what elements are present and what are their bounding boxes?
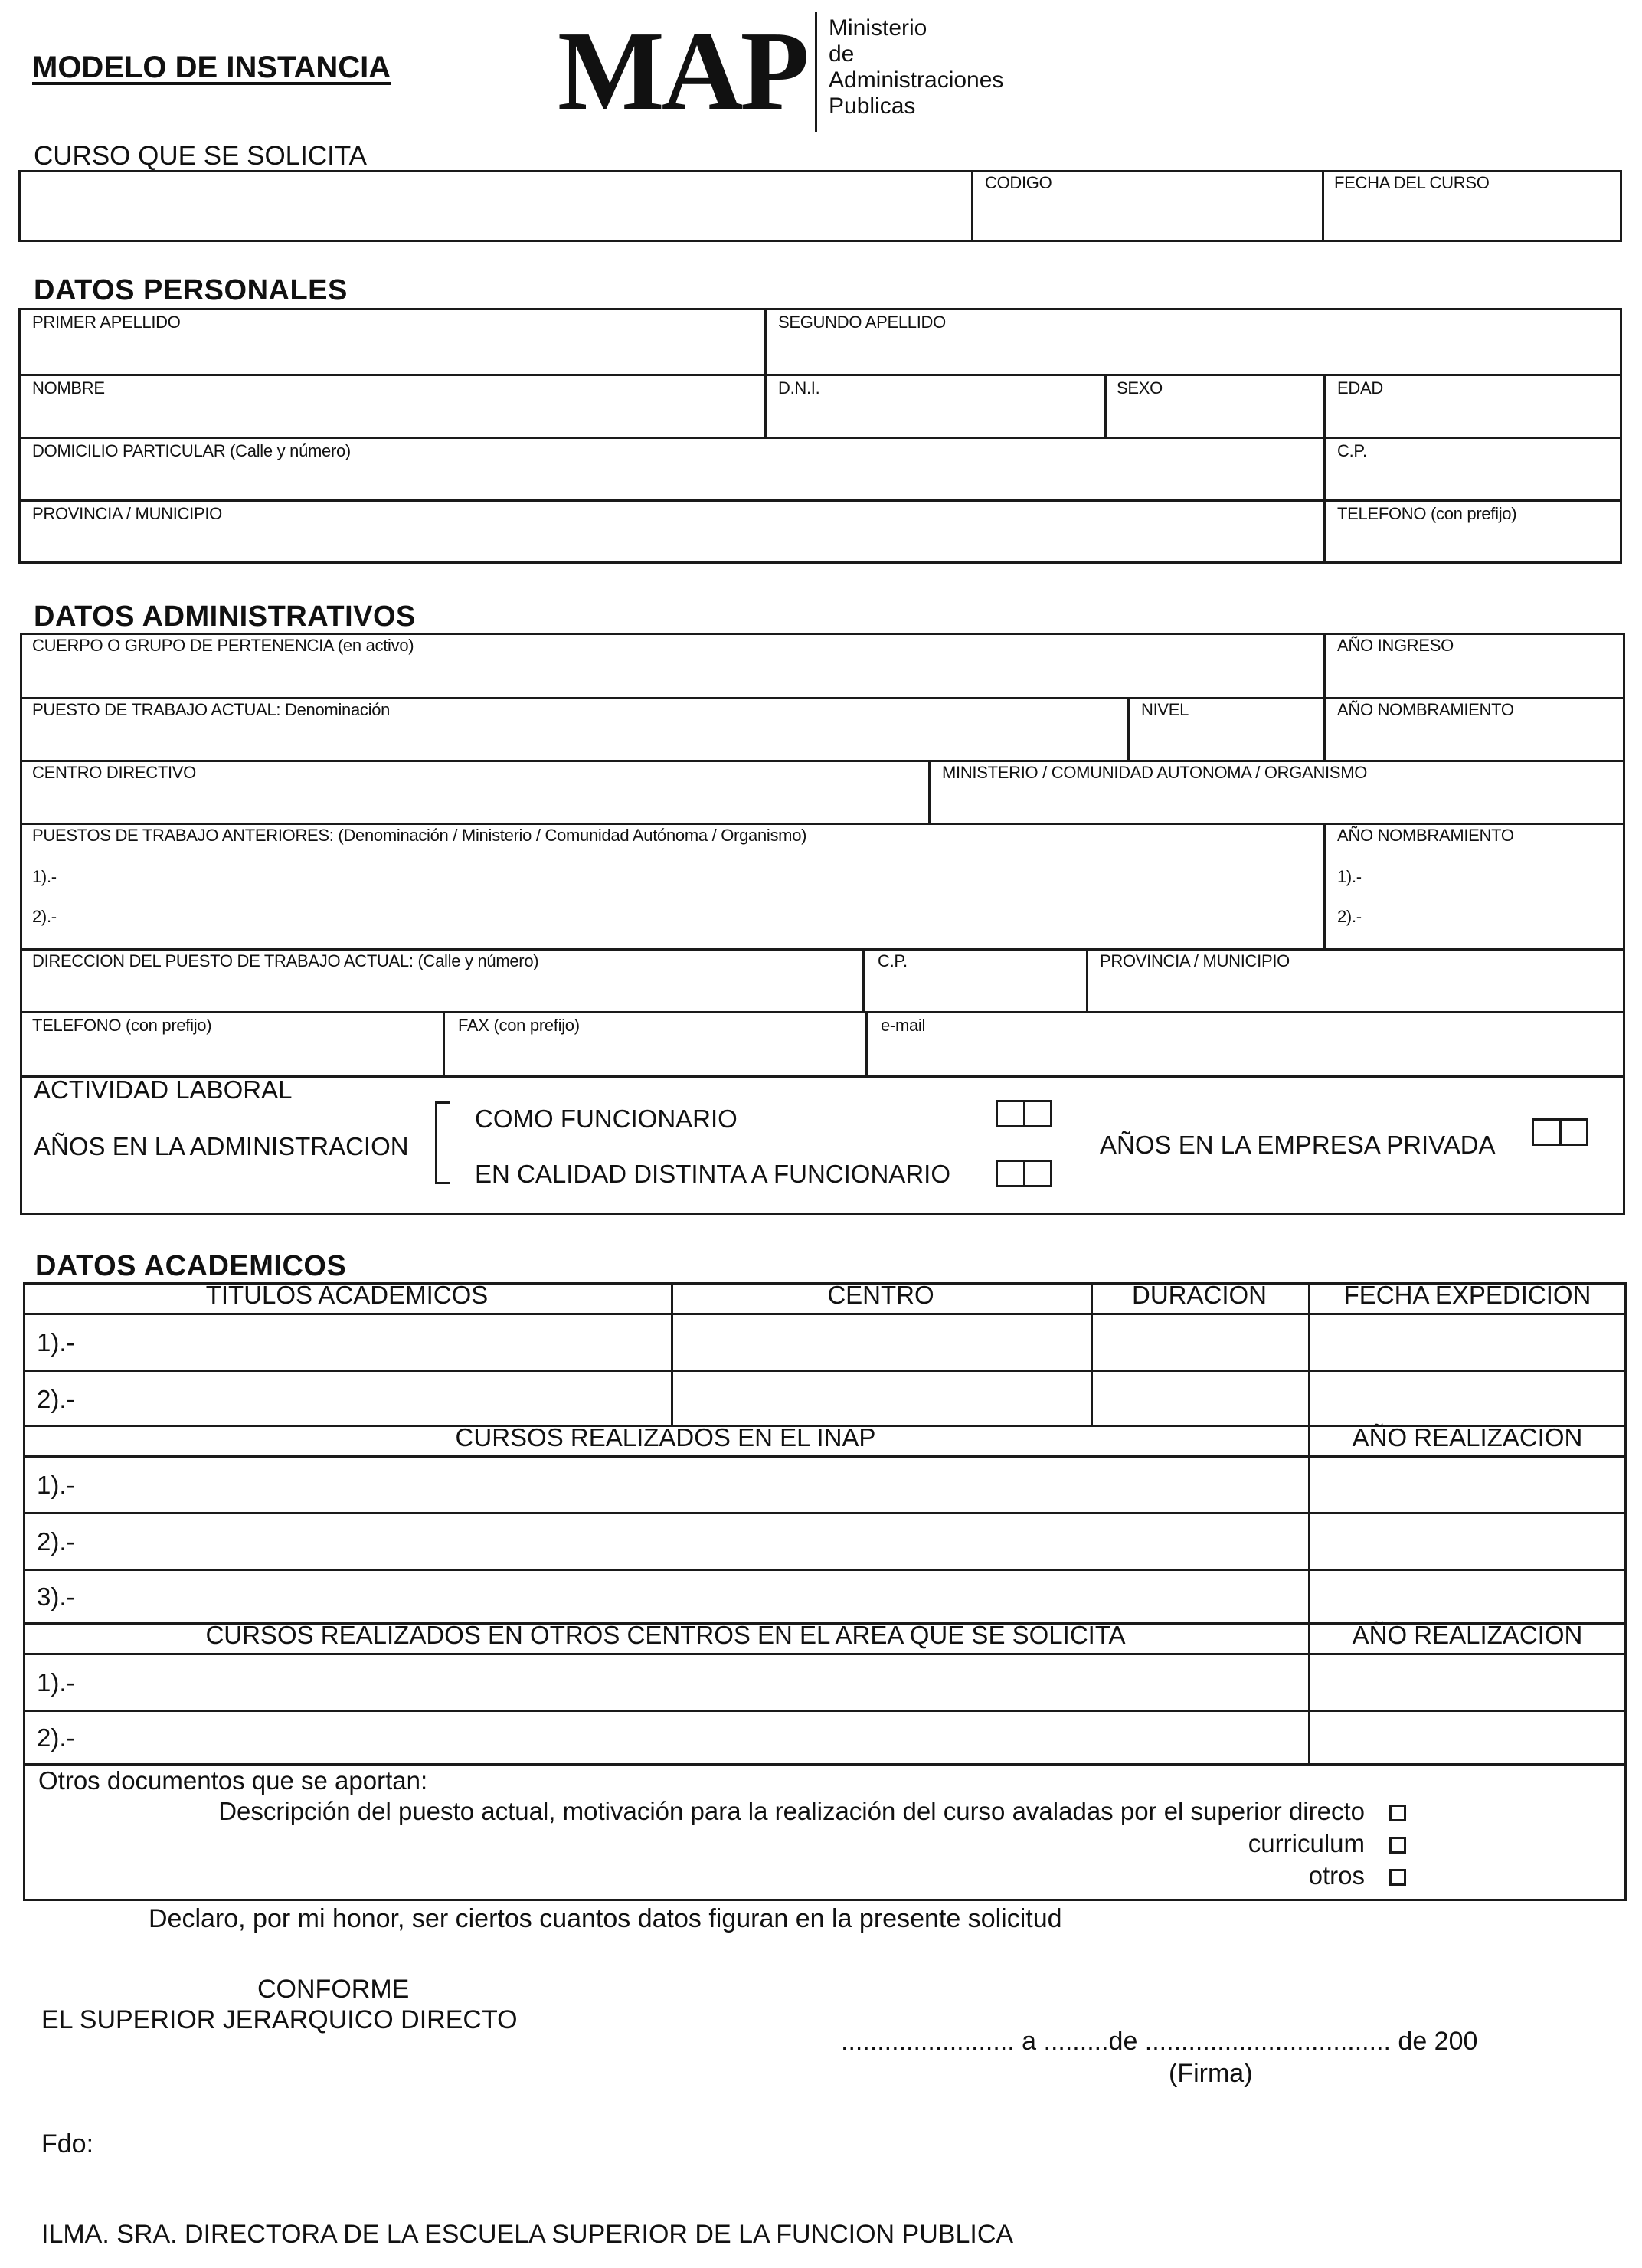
firma-label: (Firma): [1169, 2059, 1253, 2088]
direccion-label: DIRECCION DEL PUESTO DE TRABAJO ACTUAL: (Calle y número): [32, 951, 539, 970]
nombre-label: NOMBRE: [32, 378, 105, 398]
admin-heading: DATOS ADMINISTRATIVOS: [34, 601, 416, 633]
form-title: MODELO DE INSTANCIA: [32, 51, 391, 84]
primer-apellido-label: PRIMER APELLIDO: [32, 313, 181, 332]
ministry-name: [829, 15, 1003, 119]
centro-directivo-label: CENTRO DIRECTIVO: [32, 763, 196, 782]
ministry-line: Administraciones: [829, 67, 1004, 93]
inap-row-3: 3).-: [37, 1582, 75, 1611]
inap-header: CURSOS REALIZADOS EN EL INAP: [455, 1423, 876, 1451]
academic-heading: DATOS ACADEMICOS: [35, 1250, 347, 1282]
fdo-label[interactable]: Fdo:: [41, 2129, 94, 2158]
otros-row-1: 1).-: [37, 1668, 75, 1697]
personal-heading: DATOS PERSONALES: [34, 274, 348, 306]
map-logo: MAP: [558, 8, 806, 134]
ano-realizacion-otros: AÑO REALIZACION: [1352, 1621, 1583, 1649]
codigo-label: CODIGO: [985, 173, 1052, 192]
date-line[interactable]: ........................ a .........de .................................. de 200: [841, 2027, 1478, 2056]
ano-anterior-1: 1).-: [1337, 867, 1362, 886]
email-label: e-mail: [881, 1016, 926, 1035]
personal-box[interactable]: [18, 308, 1622, 564]
actividad-laboral-label: ACTIVIDAD LABORAL: [34, 1075, 293, 1104]
col-centro: CENTRO: [827, 1281, 934, 1309]
cp-label: C.P.: [1337, 441, 1367, 460]
edad-label: EDAD: [1337, 378, 1383, 398]
col-fecha-expedicion: FECHA EXPEDICION: [1343, 1281, 1591, 1309]
otros-centros-header: CURSOS REALIZADOS EN OTROS CENTROS EN EL AREA QUE SE SOLICITA: [205, 1621, 1126, 1649]
admin-box[interactable]: [20, 633, 1625, 1215]
ministry-line: Publicas: [829, 93, 916, 119]
superior-label: EL SUPERIOR JERARQUICO DIRECTO: [41, 2005, 518, 2034]
telefono-trabajo-label: TELEFONO (con prefijo): [32, 1016, 212, 1035]
inap-row-1: 1).-: [37, 1471, 75, 1499]
no-funcionario-years-box[interactable]: [996, 1160, 1052, 1187]
fecha-curso-label: FECHA DEL CURSO: [1334, 173, 1490, 192]
como-funcionario-label: COMO FUNCIONARIO: [475, 1105, 738, 1133]
ministerio-label: MINISTERIO / COMUNIDAD AUTONOMA / ORGANISMO: [942, 763, 1368, 782]
anos-privada-label: AÑOS EN LA EMPRESA PRIVADA: [1100, 1131, 1496, 1159]
doc-curriculum-label: curriculum: [1248, 1829, 1365, 1857]
dni-label: D.N.I.: [778, 378, 820, 398]
titulo-row-2: 2).-: [37, 1385, 75, 1413]
otros-documentos-label: Otros documentos que se aportan:: [38, 1766, 428, 1795]
doc-otros-label: otros: [1308, 1861, 1365, 1890]
ministry-line: Ministerio: [829, 15, 927, 41]
course-heading: CURSO QUE SE SOLICITA: [34, 141, 367, 171]
cp-trabajo-label: C.P.: [878, 951, 908, 970]
ano-realizacion-inap: AÑO REALIZACION: [1352, 1423, 1583, 1451]
ano-nombramiento-label: AÑO NOMBRAMIENTO: [1337, 700, 1514, 719]
doc-curriculum-checkbox[interactable]: [1389, 1837, 1406, 1854]
telefono-label: TELEFONO (con prefijo): [1337, 504, 1517, 523]
doc-descripcion-label: Descripción del puesto actual, motivación para la realización del curso avaladas por el superior directo: [218, 1797, 1365, 1825]
addressee-text: ILMA. SRA. DIRECTORA DE LA ESCUELA SUPERIOR DE LA FUNCION PUBLICA: [41, 2220, 1014, 2249]
cuerpo-label: CUERPO O GRUPO DE PERTENENCIA (en activo): [32, 636, 414, 655]
calidad-distinta-label: EN CALIDAD DISTINTA A FUNCIONARIO: [475, 1160, 950, 1188]
titulo-row-1: 1).-: [37, 1328, 75, 1357]
puesto-label: PUESTO DE TRABAJO ACTUAL: Denominación: [32, 700, 391, 719]
ano-ingreso-label: AÑO INGRESO: [1337, 636, 1454, 655]
puesto-anterior-1: 1).-: [32, 867, 57, 886]
ano-anterior-2: 2).-: [1337, 907, 1362, 926]
doc-descripcion-checkbox[interactable]: [1389, 1805, 1406, 1821]
sexo-label: SEXO: [1117, 378, 1163, 398]
domicilio-label: DOMICILIO PARTICULAR (Calle y número): [32, 441, 351, 460]
declaration-text: Declaro, por mi honor, ser ciertos cuantos datos figuran en la presente solicitud: [149, 1904, 1062, 1933]
doc-otros-checkbox[interactable]: [1389, 1869, 1406, 1886]
ministry-line: de: [829, 41, 855, 67]
puesto-anterior-2: 2).-: [32, 907, 57, 926]
provincia-label: PROVINCIA / MUNICIPIO: [32, 504, 222, 523]
otros-row-2: 2).-: [37, 1723, 75, 1752]
fax-label: FAX (con prefijo): [458, 1016, 580, 1035]
funcionario-years-box[interactable]: [996, 1100, 1052, 1127]
conforme-label: CONFORME: [257, 1975, 410, 2004]
ano-nombramiento-anteriores-label: AÑO NOMBRAMIENTO: [1337, 826, 1514, 845]
provincia-trabajo-label: PROVINCIA / MUNICIPIO: [1100, 951, 1290, 970]
logo-divider: [815, 12, 817, 132]
nivel-label: NIVEL: [1141, 700, 1189, 719]
anos-administracion-label: AÑOS EN LA ADMINISTRACION: [34, 1132, 409, 1160]
inap-row-2: 2).-: [37, 1527, 75, 1556]
col-duracion: DURACION: [1131, 1281, 1267, 1309]
col-titulos: TITULOS ACADEMICOS: [205, 1281, 489, 1309]
bracket: [435, 1101, 450, 1184]
puestos-anteriores-label: PUESTOS DE TRABAJO ANTERIORES: (Denominación / Ministerio / Comunidad Autónoma / Organismo): [32, 826, 807, 845]
privada-years-box[interactable]: [1532, 1118, 1588, 1146]
segundo-apellido-label: SEGUNDO APELLIDO: [778, 313, 946, 332]
